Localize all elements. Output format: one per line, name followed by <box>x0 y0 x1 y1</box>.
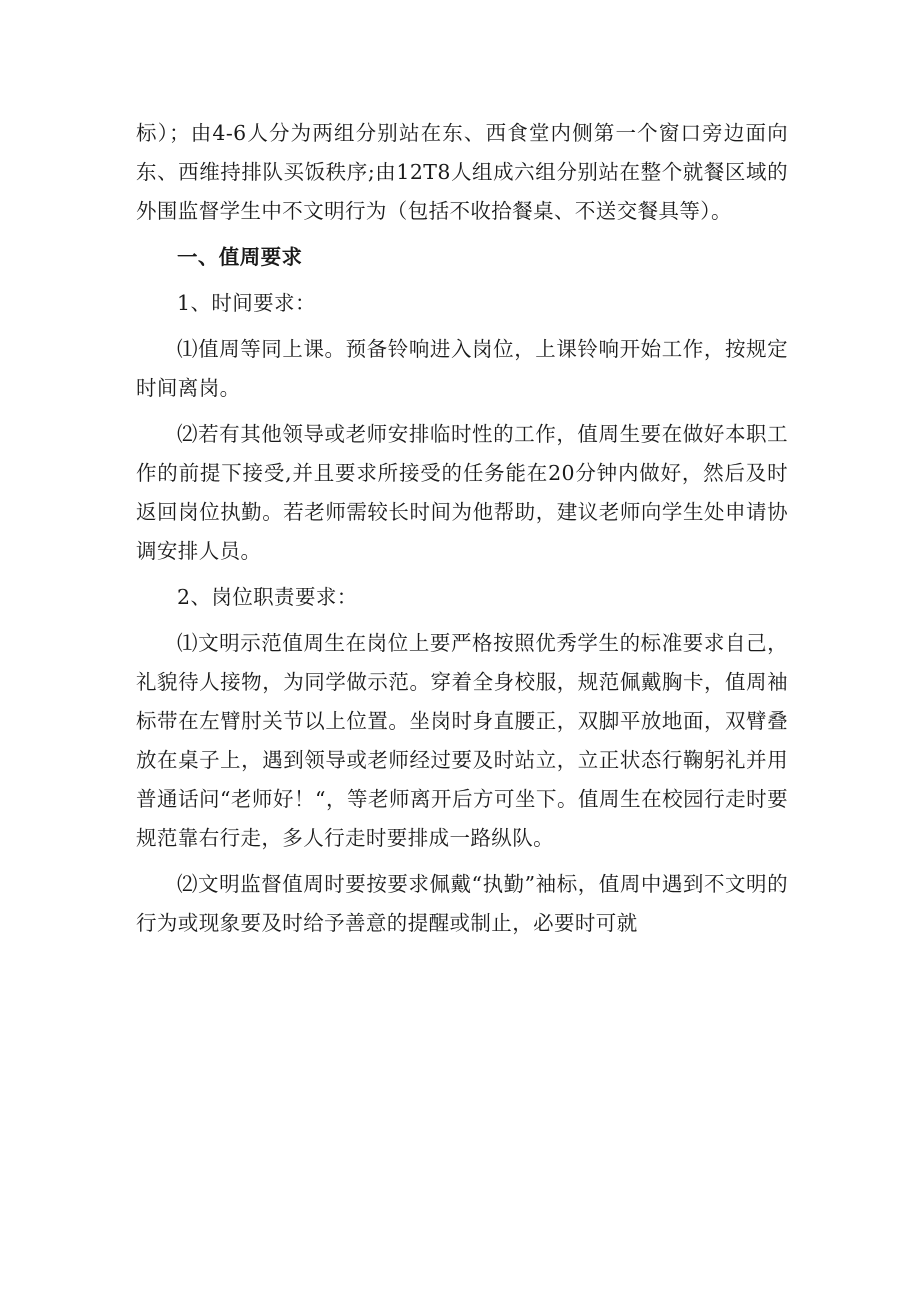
paragraph-time-2: ⑵若有其他领导或老师安排临时性的工作，值周生要在做好本职工作的前提下接受,并且要求所接受的任务能在20分钟内做好，然后及时返回岗位执勤。若老师需较长时间为他帮助，建议老师向学生处申请协调安排人员。 <box>136 422 788 563</box>
document-page <box>136 114 788 950</box>
paragraph-duty-2: ⑵文明监督值周时要按要求佩戴“执勤”袖标，值周中遇到不文明的行为或现象要及时给予善意的提醒或制止，必要时可就 <box>136 872 788 935</box>
paragraph-duty-1: ⑴文明示范值周生在岗位上要严格按照优秀学生的标准要求自己，礼貌待人接物，为同学做示范。穿着全身校服，规范佩戴胸卡，值周袖标带在左臂肘关节以上位置。坐岗时身直腰正，双脚平放地面，双臂叠放在桌子上，遇到领导或老师经过要及时站立，立正状态行鞠躬礼并用普通话问“老师好！“，等老师离开后方可坐下。值周生在校园行走时要规范靠右行走，多人行走时要排成一路纵队。 <box>136 631 788 850</box>
section-heading: 一、值周要求 <box>177 245 303 269</box>
paragraph-continuation: 标）；由4-6人分为两组分别站在东、西食堂内侧第一个窗口旁边面向东、西维持排队买饭秩序;由12T8人组成六组分别站在整个就餐区域的外围监督学生中不文明行为（包括不收拾餐桌、不送交餐具等）。 <box>136 121 788 223</box>
subsection-heading-duty: 2、岗位职责要求： <box>177 585 358 609</box>
subsection-heading-time: 1、时间要求： <box>177 291 316 315</box>
paragraph-time-1: ⑴值周等同上课。预备铃响进入岗位，上课铃响开始工作，按规定时间离岗。 <box>136 337 788 400</box>
